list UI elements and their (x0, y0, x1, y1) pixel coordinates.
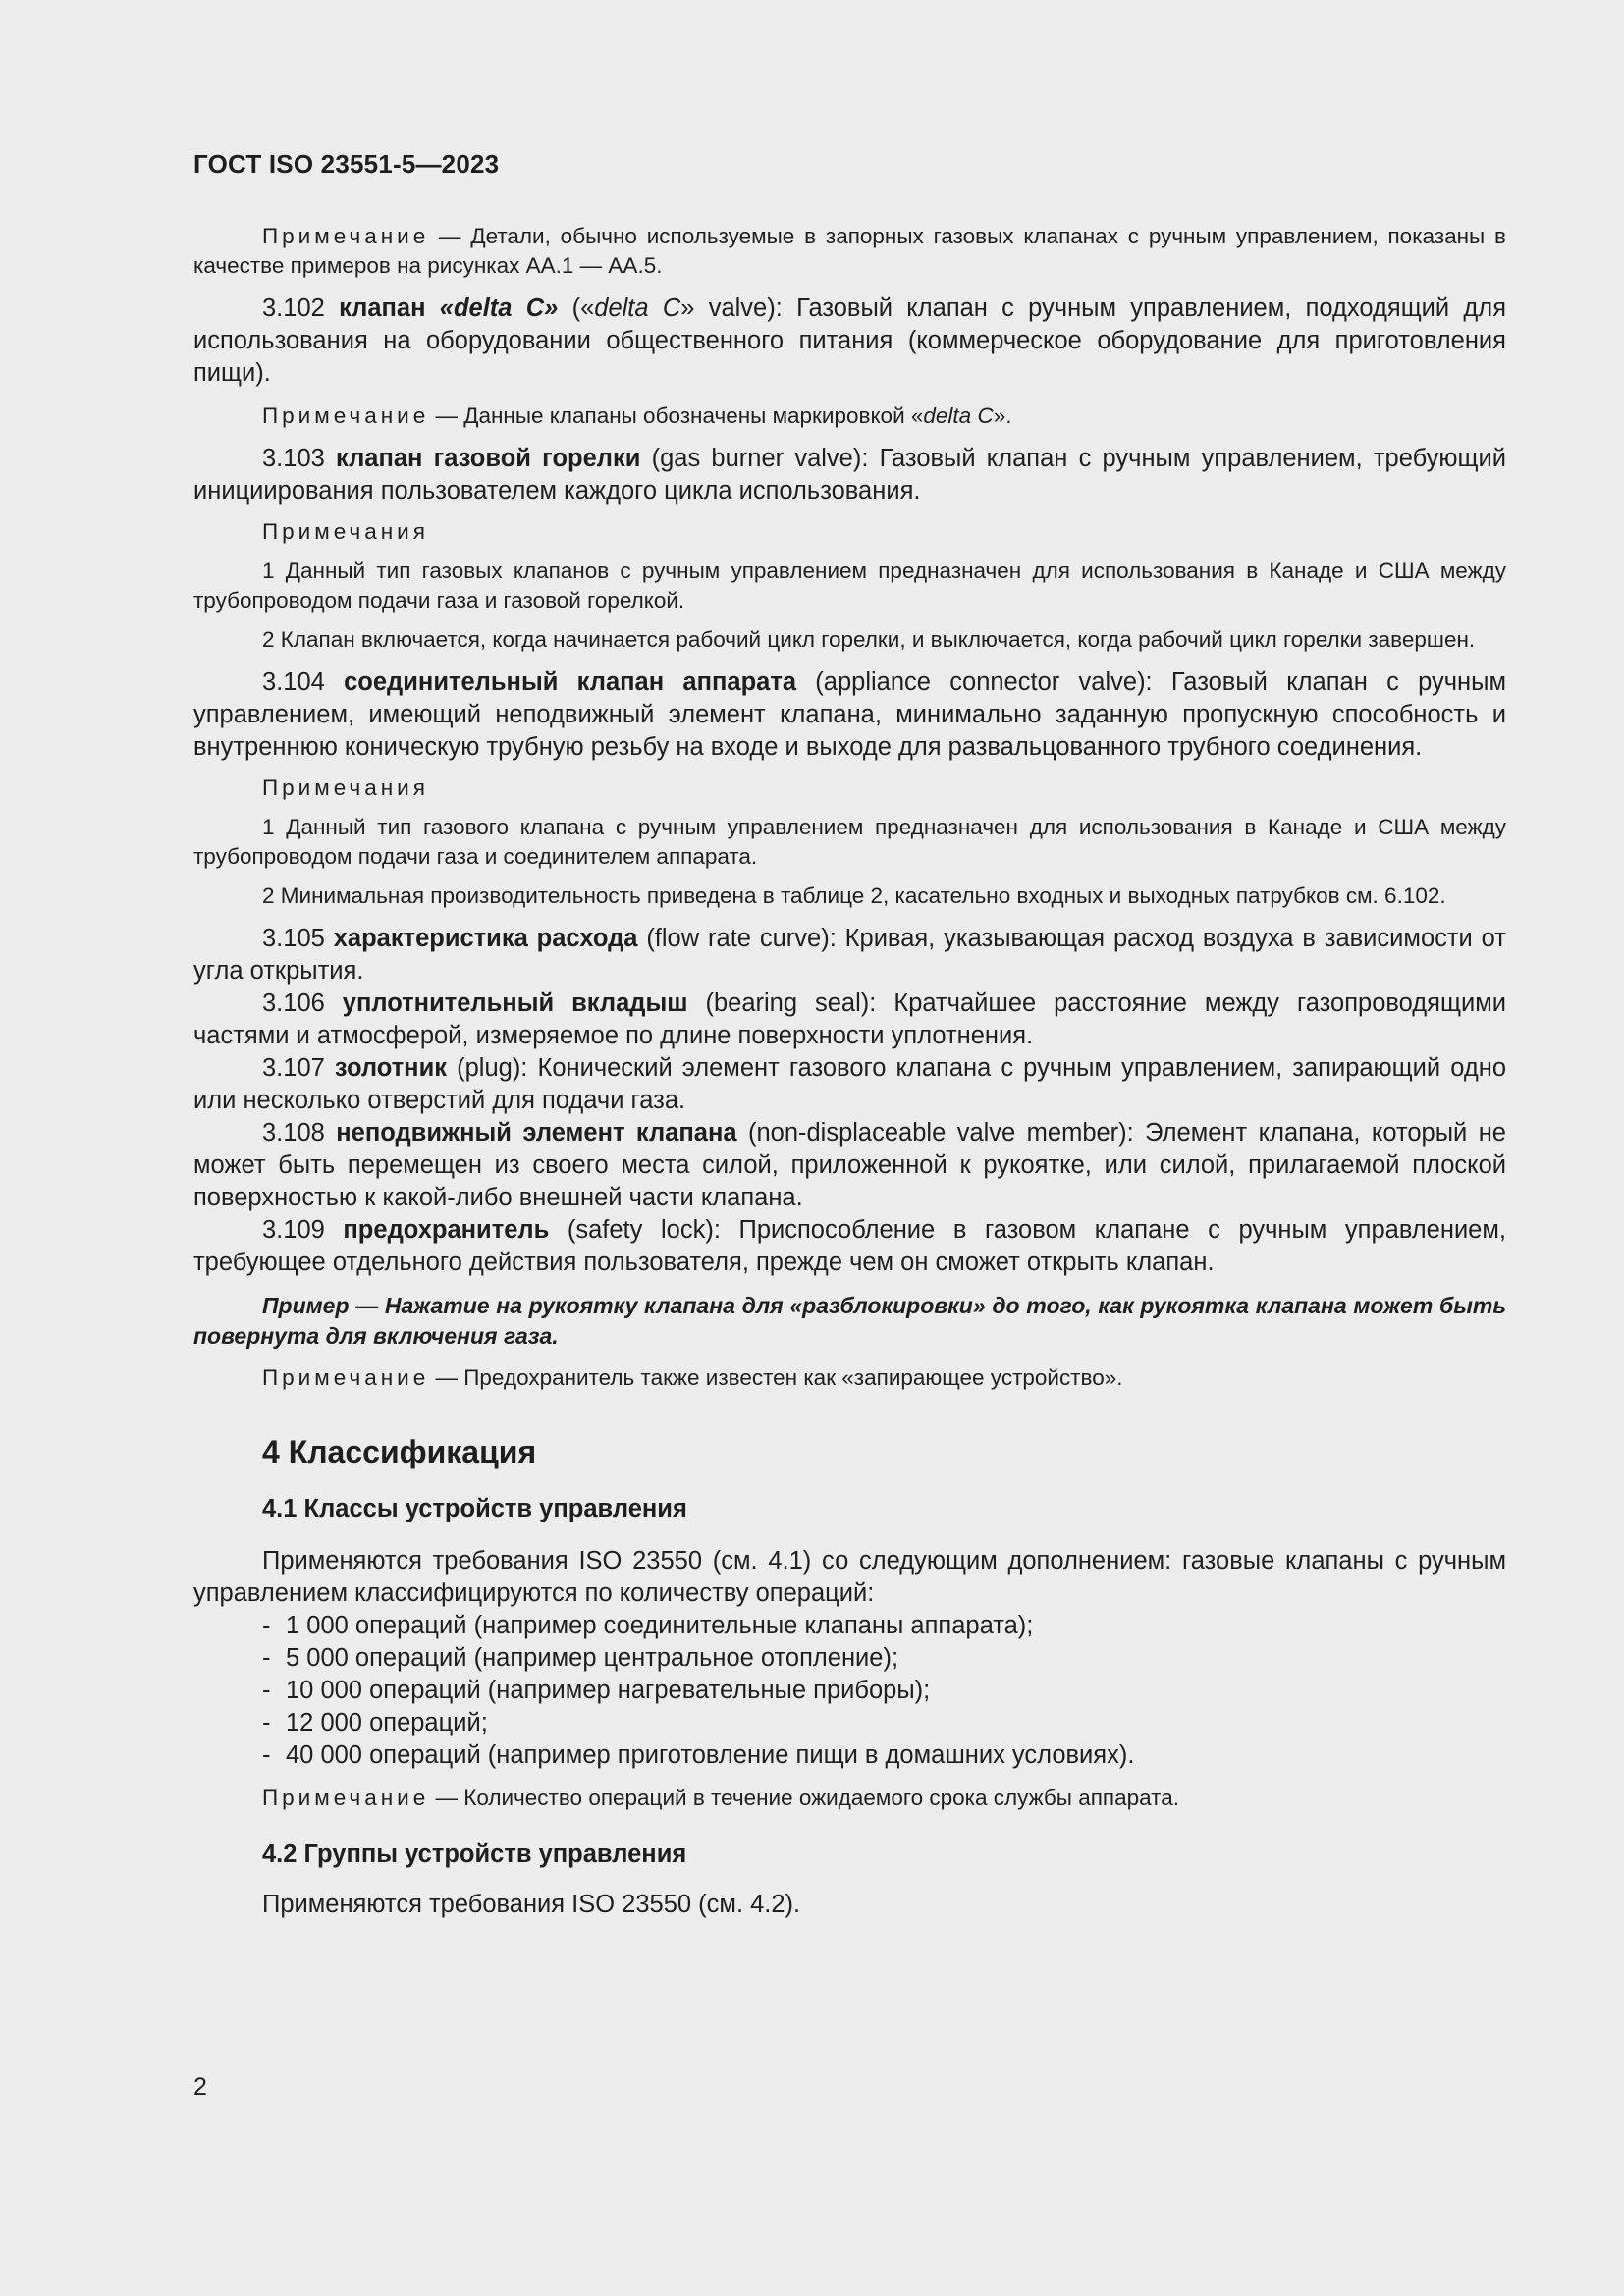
definition-number: 3.107 (262, 1054, 335, 1082)
note-text: — Детали, обычно используемые в запорных газовых клапанах с ручным управлением, показаны в качестве примеров на рисунках АА.1 — АА.5. (193, 224, 1506, 278)
definition-3-107 (193, 1052, 1506, 1117)
note-item: 1 Данный тип газового клапана с ручным управлением предназначен для использования в Канаде и США между трубопроводом подачи газа и соединителем аппарата. (193, 815, 1506, 869)
note-label: Примечание (262, 224, 430, 248)
definition-3-109 (193, 1214, 1506, 1279)
document-page (193, 149, 1506, 1921)
list-dash: - (262, 1709, 271, 1736)
definition-text: (bearing seal): Кратчайшее расстояние между газопроводящими частями и атмосферой, измеряемое по длине поверхности уплотнения. (193, 989, 1506, 1049)
definition-number: 3.103 (262, 445, 337, 472)
notes-label-3-103 (193, 517, 1506, 547)
definition-text: » valve): Газовый клапан с ручным управлением, подходящий для использования на оборудовании общественного питания (коммерческое оборудование для приготовления пищи). (193, 294, 1506, 387)
list-item (262, 1642, 1506, 1675)
paragraph-4-1: Применяются требования ISO 23550 (см. 4.1) со следующим дополнением: газовые клапаны с ручным управлением классифицируются по количеству операций: (193, 1547, 1506, 1607)
definition-number: 3.108 (262, 1119, 337, 1147)
paragraph-4-2: Применяются требования ISO 23550 (см. 4.2). (262, 1891, 801, 1918)
definition-term: клапан (339, 294, 440, 322)
list-item-text: 10 000 операций (например нагревательные приборы); (286, 1677, 931, 1704)
note-text: — Данные клапаны обозначены маркировкой « (429, 403, 924, 428)
definition-text: (plug): Конический элемент газового клапана с ручным управлением, запирающий одно или несколько отверстий для подачи газа. (193, 1054, 1506, 1114)
list-item (262, 1675, 1506, 1707)
definition-3-106 (193, 988, 1506, 1052)
definition-number: 3.109 (262, 1216, 344, 1244)
definition-3-105 (193, 923, 1506, 988)
list-item-text: 12 000 операций; (286, 1709, 488, 1736)
definition-3-103 (193, 443, 1506, 507)
note-text: — Количество операций в течение ожидаемого срока службы аппарата. (429, 1786, 1179, 1810)
document-header: ГОСТ ISO 23551-5—2023 (193, 149, 500, 179)
note-text: ». (993, 403, 1012, 428)
definition-term: характеристика расхода (333, 925, 638, 952)
section-4-heading: 4 Классификация (262, 1434, 537, 1469)
definition-text: (safety lock): Приспособление в газовом клапане с ручным управлением, требующее отдельного действия пользователя, прежде чем он сможет открыть клапан. (193, 1216, 1506, 1276)
definition-number: 3.106 (262, 989, 343, 1017)
list-item-text: 40 000 операций (например приготовление пищи в домашних условиях). (286, 1741, 1135, 1769)
subsection-4-2-heading: 4.2 Группы устройств управления (262, 1841, 687, 1868)
note-intro (193, 222, 1506, 281)
page-number: 2 (193, 2073, 207, 2101)
definition-term: золотник (334, 1054, 448, 1082)
list-dash: - (262, 1741, 271, 1769)
definition-text-italic: delta C (594, 294, 681, 322)
definition-term: неподвижный элемент клапана (336, 1119, 737, 1147)
definition-term-italic: «delta C» (439, 294, 559, 322)
notes-label: Примечания (262, 775, 429, 800)
list-item-text: 5 000 операций (например центральное отопление); (286, 1644, 899, 1672)
definition-number: 3.105 (262, 925, 334, 952)
list-item-text: 1 000 операций (например соединительные клапаны аппарата); (286, 1612, 1034, 1639)
note-3-102 (193, 401, 1506, 431)
note-item: 2 Клапан включается, когда начинается рабочий цикл горелки, и выключается, когда рабочий цикл горелки завершен. (262, 627, 1476, 652)
definition-3-108 (193, 1117, 1506, 1214)
definition-text: (flow rate curve): Кривая, указывающая расход воздуха в зависимости от угла открытия. (193, 925, 1506, 985)
definition-text: (non-displaceable valve member): Элемент клапана, который не может быть перемещен из своего места силой, приложенной к рукоятке, или силой, прилагаемой плоской поверхностью к какой-либо внешней части клапана. (193, 1119, 1506, 1211)
definition-text: (« (558, 294, 595, 322)
definition-3-102 (193, 293, 1506, 390)
note-label: Примечание (262, 1786, 430, 1810)
note-label: Примечание (262, 1365, 430, 1390)
note-3-109 (193, 1363, 1506, 1393)
list-item (262, 1739, 1506, 1772)
list-dash: - (262, 1612, 271, 1639)
definition-term: предохранитель (343, 1216, 550, 1244)
list-dash: - (262, 1644, 271, 1672)
definition-term: уплотнительный вкладыш (342, 989, 688, 1017)
definition-text: (gas burner valve): Газовый клапан с ручным управлением, требующий инициирования пользователем каждого цикла использования. (193, 445, 1506, 505)
notes-label-3-104 (193, 774, 1506, 803)
note-text-italic: delta C (923, 403, 994, 428)
definition-text: (appliance connector valve): Газовый клапан с ручным управлением, имеющий неподвижный элемент клапана, минимально заданную пропускную способность и внутреннюю коническую трубную резьбу на входе и выходе для развальцованного трубного соединения. (193, 668, 1506, 761)
note-text: — Предохранитель также известен как «запирающее устройство». (429, 1365, 1123, 1390)
note-label: Примечание (262, 403, 430, 428)
operations-list (193, 1610, 1506, 1772)
example-3-109: Пример — Нажатие на рукоятку клапана для «разблокировки» до того, как рукоятка клапана может быть повернута для включения газа. (193, 1293, 1506, 1349)
subsection-4-1-heading: 4.1 Классы устройств управления (262, 1495, 687, 1522)
list-dash: - (262, 1677, 271, 1704)
list-item (262, 1707, 1506, 1739)
note-4-1 (193, 1784, 1506, 1813)
notes-label: Примечания (262, 519, 429, 544)
definition-term: соединительный клапан аппарата (344, 668, 797, 696)
definition-term: клапан газовой горелки (336, 445, 641, 472)
definition-number: 3.104 (262, 668, 345, 696)
list-item (262, 1610, 1506, 1642)
definition-number: 3.102 (262, 294, 340, 322)
note-item: 1 Данный тип газовых клапанов с ручным управлением предназначен для использования в Канаде и США между трубопроводом подачи газа и газовой горелкой. (193, 559, 1506, 613)
definition-3-104 (193, 667, 1506, 764)
note-item: 2 Минимальная производительность приведена в таблице 2, касательно входных и выходных патрубков см. 6.102. (262, 883, 1446, 908)
